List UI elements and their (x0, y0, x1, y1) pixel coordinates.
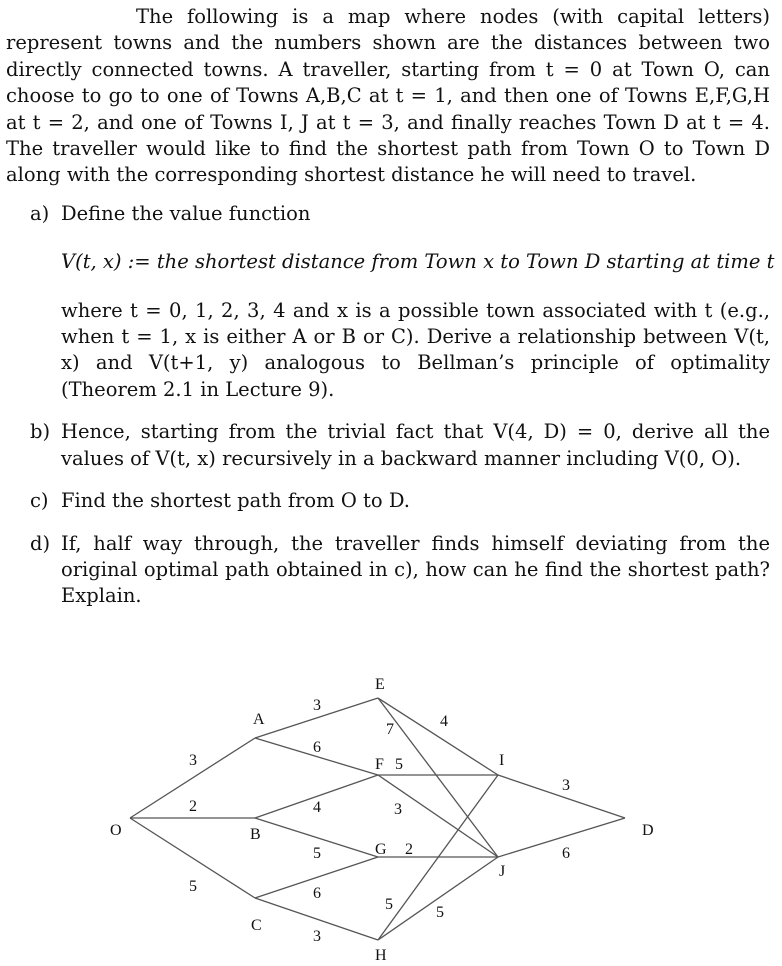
value-function-definition: V(t, x) := the shortest distance from Town x to Town D starting at time t (61, 250, 775, 274)
weight-a-e: 3 (313, 697, 321, 714)
weight-h-i: 5 (385, 896, 393, 913)
part-b-text: Hence, starting from the trivial fact that V(4, D) = 0, derive all the values of V(t, x) recursively in a backward manner including V(0, O). (61, 420, 770, 470)
weight-g-j: 2 (405, 841, 413, 858)
weight-i-d: 3 (562, 777, 570, 794)
part-a-text: where t = 0, 1, 2, 3, 4 and x is a possible town associated with t (e.g., when t = 1, x is either A or B or C). Derive a relationship between V(t, x) and V(t+1, y) analogous to Bellman’s principle of optimality (Theorem 2.1 in Lecture 9). (61, 298, 770, 401)
part-a-label: a) (30, 201, 50, 225)
node-g: G (375, 841, 387, 858)
intro-paragraph: The following is a map where nodes (with capital letters) represent towns and the numbers shown are the distances between two directly connected towns. A traveller, starting from t = 0 at Town O, can choose to go to one of Towns A,B,C at t = 1, and then one of Towns E,F,G,H at t = 2, and one of Towns I, J at t = 3, and finally reaches Town D at t = 4. The traveller would like to find the shortest path from Town O to Town D along with the corresponding shortest distance he will need to travel. (6, 5, 770, 187)
node-o: O (110, 822, 122, 839)
node-b: B (250, 826, 261, 843)
weight-c-g: 6 (313, 885, 321, 902)
node-a: A (253, 711, 265, 728)
node-i: I (499, 752, 505, 769)
node-j: J (499, 863, 506, 880)
node-h: H (375, 947, 387, 964)
weight-o-c: 5 (189, 878, 197, 895)
part-c-label: c) (30, 489, 49, 513)
weight-f-j: 3 (394, 801, 402, 818)
node-f: F (375, 756, 384, 773)
weight-c-h: 3 (313, 928, 321, 945)
weight-f-i: 5 (395, 756, 403, 773)
weight-e-i: 4 (440, 713, 448, 730)
edge-h-j (378, 857, 498, 940)
node-d: D (642, 822, 654, 839)
weight-a-f: 6 (313, 739, 321, 756)
weight-o-a: 3 (189, 752, 197, 769)
part-a-lead: Define the value function (61, 201, 311, 225)
weight-e-j: 7 (386, 721, 394, 738)
part-d-text: If, half way through, the traveller finds himself deviating from the original optimal path obtained in c), how can he find the shortest path? Explain. (61, 531, 770, 608)
weight-b-f: 4 (313, 799, 321, 816)
part-d-label: d) (30, 531, 51, 555)
part-c-text: Find the shortest path from O to D. (61, 489, 410, 513)
weight-o-b: 2 (189, 798, 197, 815)
node-e: E (375, 676, 385, 693)
weight-j-d: 6 (562, 845, 570, 862)
edge-e-j (378, 698, 498, 857)
part-b-label: b) (30, 420, 51, 444)
weight-b-g: 5 (313, 845, 321, 862)
weight-h-j: 5 (436, 904, 444, 921)
node-c: C (251, 917, 262, 934)
